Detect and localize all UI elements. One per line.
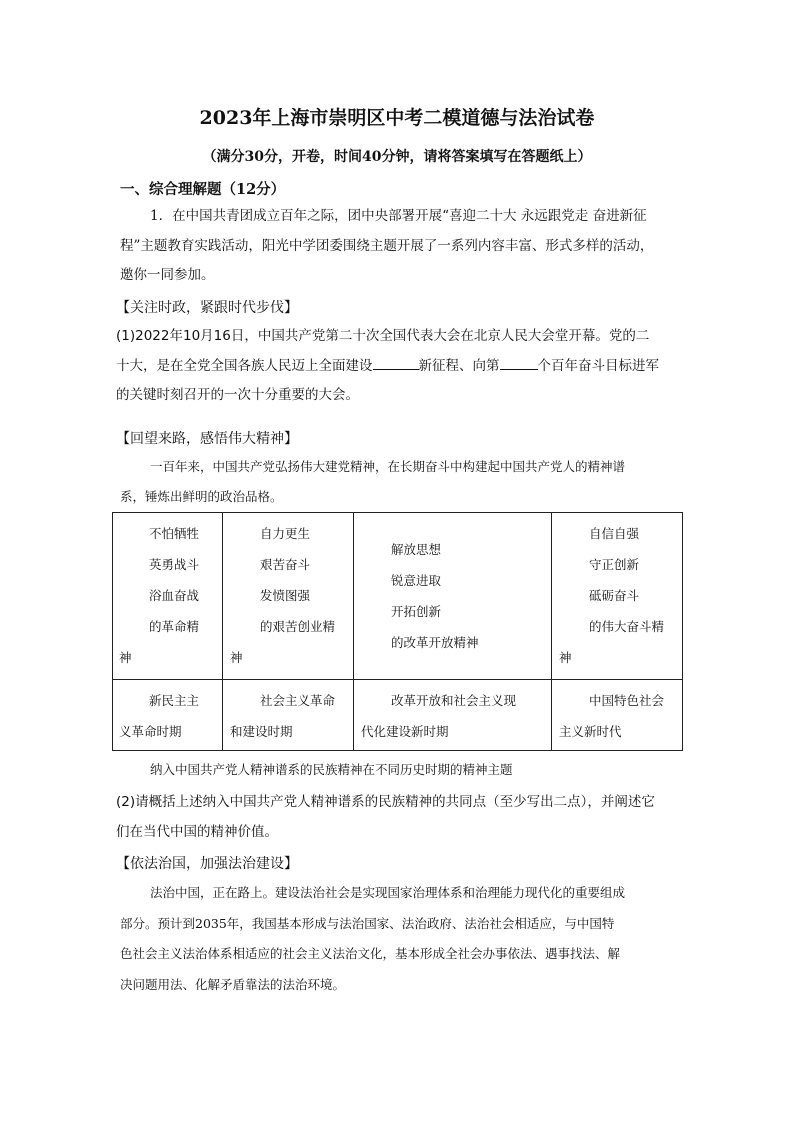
subsection-heading: 【关注时政，紧跟时代步伐】 <box>116 300 298 316</box>
spirit-table <box>112 512 683 751</box>
text-segment: 个百年奋斗目标进军 <box>537 357 659 374</box>
spirit-intro <box>120 452 680 512</box>
section-heading: 一、综合理解题（12分） <box>120 181 286 198</box>
subsection-heading: 【依法治国，加强法治建设】 <box>116 856 298 872</box>
law-passage <box>120 878 680 1000</box>
table-caption: 纳入中国共产党人精神谱系的民族精神在不同历史时期的精神主题 <box>150 762 513 777</box>
text-line: 法治中国，正在路上。建设法治社会是实现国家治理体系和治理能力现代化的重要组成 <box>150 885 626 900</box>
table-cell: 不怕牺牲 英勇战斗 浴血奋战 的革命精 神 <box>119 526 200 665</box>
question-1 <box>116 322 686 411</box>
text-segment: 新征程、向第 <box>418 357 500 374</box>
table-cell: 改革开放和社会主义现 代化建设新时期 <box>361 693 517 739</box>
table-cell: 自力更生 艰苦奋斗 发愤图强 的艰苦创业精 神 <box>230 526 336 665</box>
text-line: (1)2022年10月16日，中国共产党第二十次全国代表大会在北京人民大会堂开幕。党的二 <box>116 328 650 344</box>
text-line: 们在当代中国的精神价值。 <box>116 823 278 840</box>
text-line: 1．在中国共青团成立百年之际，团中央部署开展“喜迎二十大 永远跟党走 奋进新征 <box>150 208 647 224</box>
question-intro <box>120 202 680 291</box>
exam-instructions: （满分30分，开卷，时间40分钟，请将答案填写在答题纸上） <box>202 149 592 165</box>
text-line <box>116 352 686 382</box>
text-line: 的关键时刻召开的一次十分重要的大会。 <box>116 387 359 403</box>
question-2 <box>116 788 686 847</box>
table-cell: 解放思想 锐意进取 开拓创新 的改革开放精神 <box>391 542 479 650</box>
table-cell: 新民主主 义革命时期 <box>119 693 200 739</box>
table-cell: 社会主义革命 和建设时期 <box>230 693 336 739</box>
text-line: 邀你一同参加。 <box>120 267 215 283</box>
text-line: 系，锤炼出鲜明的政治品格。 <box>120 489 283 504</box>
text-line: 色社会主义法治体系相适应的社会主义法治文化，基本形成全社会办事依法、遇事找法、解 <box>120 946 621 961</box>
text-line: 一百年来，中国共产党弘扬伟大建党精神，在长期奋斗中构建起中国共产党人的精神谱 <box>150 459 626 474</box>
text-line: 程”主题教育实践活动，阳光中学团委围绕主题开展了一系列内容丰富、形式多样的活动， <box>120 237 654 254</box>
text-line: 决问题用法、化解矛盾靠法的法治环境。 <box>120 976 346 992</box>
answer-blank[interactable] <box>500 355 538 370</box>
text-line: 部分。预计到2035年，我国基本形成与法治国家、法治政府、法治社会相适应，与中国特 <box>120 915 615 931</box>
table-cell: 自信自强 守正创新 砥砺奋斗 的伟大奋斗精 神 <box>559 526 665 665</box>
text-segment: 十大，是在全党全国各族人民迈上全面建设 <box>116 357 373 374</box>
answer-blank[interactable] <box>373 355 419 370</box>
page-title: 2023年上海市崇明区中考二模道德与法治试卷 <box>199 107 595 129</box>
subsection-heading: 【回望来路，感悟伟大精神】 <box>116 431 298 447</box>
table-cell: 中国特色社会 主义新时代 <box>559 693 665 739</box>
text-line: (2)请概括上述纳入中国共产党人精神谱系的民族精神的共同点（至少写出二点），并阐述它 <box>116 794 655 810</box>
